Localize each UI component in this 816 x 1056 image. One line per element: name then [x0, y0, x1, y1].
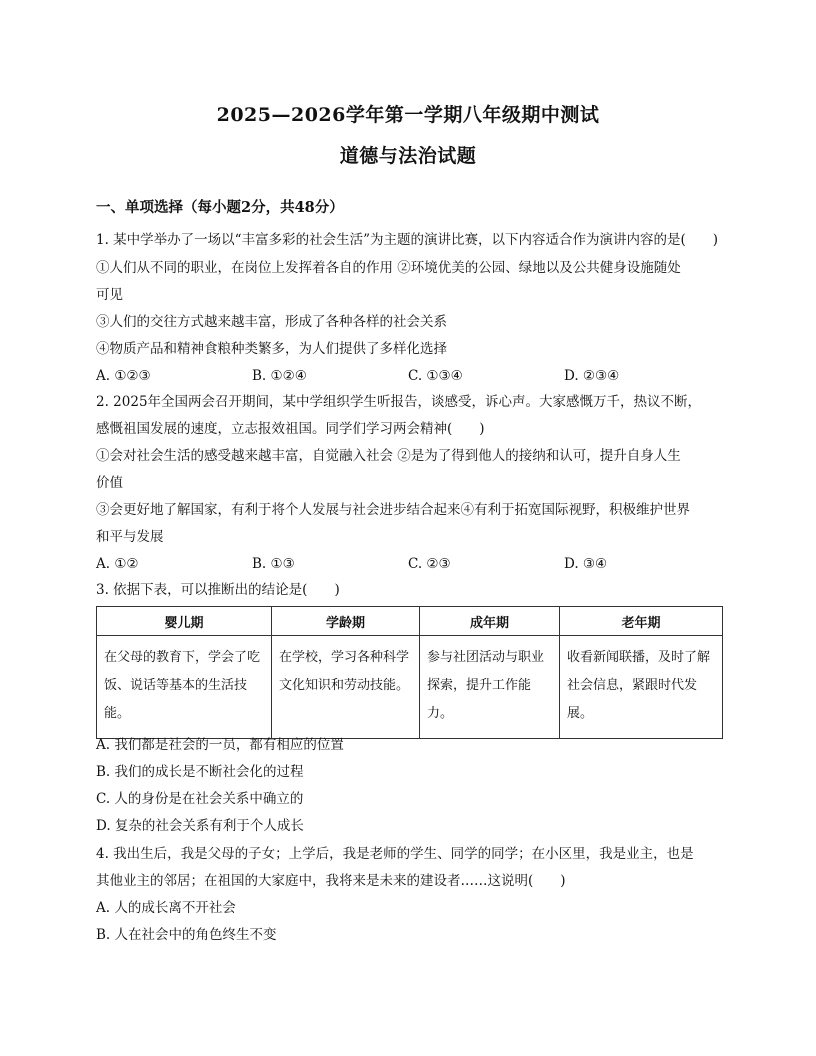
q1-stem: 1. 某中学举办了一场以“丰富多彩的社会生活”为主题的演讲比赛，以下内容适合作为演讲内容的是( ) — [96, 232, 719, 248]
q1-statement-1-2: ①人们从不同的职业，在岗位上发挥着各自的作用 ②环境优美的公园、绿地以及公共健身设施随处 — [96, 260, 681, 276]
table-cell: 在学校，学习各种科学文化知识和劳动技能。 — [272, 636, 420, 739]
table-header-row — [97, 607, 723, 636]
table-header-cell: 学龄期 — [272, 607, 420, 636]
q2-stem-cont: 感慨祖国发展的速度，立志报效祖国。同学们学习两会精神( ) — [96, 421, 485, 437]
exam-subject-title: 道德与法治试题 — [339, 145, 477, 167]
q3-stem: 3. 依据下表，可以推断出的结论是( ) — [96, 582, 340, 598]
table-cell: 收看新闻联播，及时了解社会信息，紧跟时代发展。 — [560, 636, 723, 739]
q2-statement-4-cont: 和平与发展 — [96, 529, 164, 545]
q2-option-d: D. ③④ — [564, 556, 608, 572]
q1-statement-2-cont: 可见 — [96, 287, 123, 303]
q4-option-a: A. 人的成长离不开社会 — [96, 900, 236, 916]
q1-option-b: B. ①②④ — [252, 368, 307, 384]
table-header-cell: 成年期 — [420, 607, 560, 636]
q3-option-b: B. 我们的成长是不断社会化的过程 — [96, 764, 304, 780]
table-cell: 在父母的教育下，学会了吃饭、说话等基本的生活技能。 — [97, 636, 272, 739]
q2-statement-1-2: ①会对社会生活的感受越来越丰富，自觉融入社会 ②是为了得到他人的接纳和认可，提升自身人生 — [96, 448, 681, 464]
q2-statement-3-4: ③会更好地了解国家，有利于将个人发展与社会进步结合起来④有利于拓宽国际视野，积极维护世界 — [96, 502, 690, 518]
q1-option-a: A. ①②③ — [96, 368, 151, 384]
q3-option-a: A. 我们都是社会的一员，都有相应的位置 — [96, 737, 344, 753]
table-header-cell: 老年期 — [560, 607, 723, 636]
table-row — [97, 636, 723, 739]
q4-stem-cont: 其他业主的邻居；在祖国的大家庭中，我将来是未来的建设者……这说明( ) — [96, 873, 566, 889]
q2-option-b: B. ①③ — [252, 556, 295, 572]
q4-option-b: B. 人在社会中的角色终生不变 — [96, 927, 277, 943]
q3-option-d: D. 复杂的社会关系有利于个人成长 — [96, 818, 304, 834]
q2-option-a: A. ①② — [96, 556, 139, 572]
exam-title: 2025—2026学年第一学期八年级期中测试 — [216, 104, 600, 126]
q2-statement-2-cont: 价值 — [96, 475, 123, 491]
table-header-cell: 婴儿期 — [97, 607, 272, 636]
section-heading: 一、单项选择（每小题2分，共48分） — [96, 199, 344, 216]
q1-statement-4: ④物质产品和精神食粮种类繁多，为人们提供了多样化选择 — [96, 341, 447, 357]
q4-stem: 4. 我出生后，我是父母的子女；上学后，我是老师的学生、同学的同学；在小区里，我是业主，也是 — [96, 846, 694, 862]
q2-option-c: C. ②③ — [408, 556, 451, 572]
q2-stem: 2. 2025年全国两会召开期间，某中学组织学生听报告，谈感受，诉心声。大家感慨万千，热议不断， — [96, 394, 702, 410]
life-stage-table — [96, 606, 723, 739]
q1-option-c: C. ①③④ — [408, 368, 463, 384]
q3-option-c: C. 人的身份是在社会关系中确立的 — [96, 791, 304, 807]
q1-statement-3: ③人们的交往方式越来越丰富，形成了各种各样的社会关系 — [96, 314, 447, 330]
q1-option-d: D. ②③④ — [564, 368, 620, 384]
table-cell: 参与社团活动与职业探索，提升工作能力。 — [420, 636, 560, 739]
